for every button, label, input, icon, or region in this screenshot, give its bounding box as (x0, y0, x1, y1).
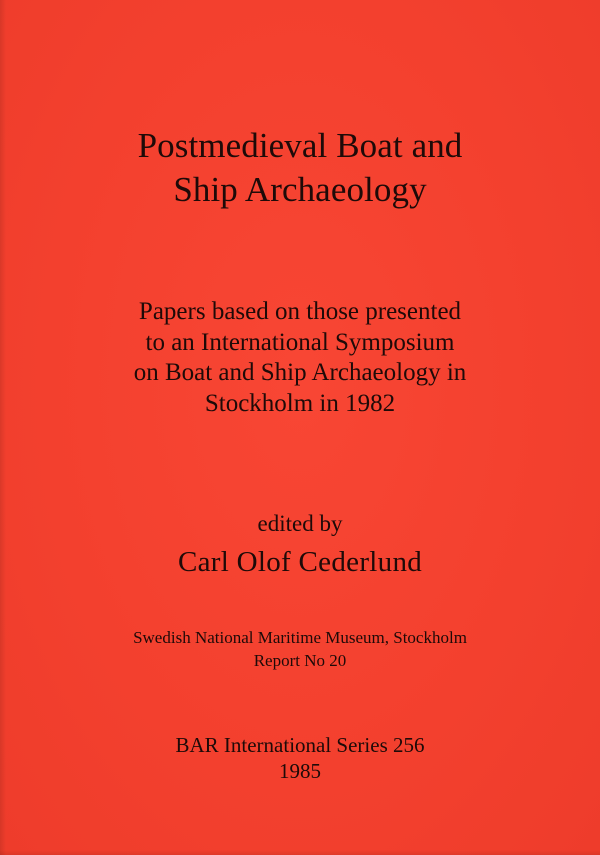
series-name: BAR International Series 256 (175, 733, 425, 757)
book-subtitle (0, 297, 600, 419)
edited-by-label (0, 510, 600, 538)
book-subtitle-line-3: on Boat and Ship Archaeology in (133, 359, 467, 386)
book-title (0, 124, 600, 212)
book-title-line-2: Ship Archaeology (173, 170, 427, 209)
editor-name (0, 545, 600, 579)
edited-by-text: edited by (257, 511, 343, 536)
publisher-info (0, 626, 600, 672)
series-info (0, 732, 600, 784)
book-subtitle-line-1: Papers based on those presented (138, 298, 462, 325)
publication-year: 1985 (279, 759, 321, 783)
book-title-line-1: Postmedieval Boat and (137, 126, 463, 165)
report-number: Report No 20 (253, 651, 347, 670)
cover-bottom-shadow (0, 850, 600, 855)
editor-name-text: Carl Olof Cederlund (177, 546, 423, 578)
book-subtitle-line-4: Stockholm in 1982 (204, 389, 396, 417)
book-subtitle-line-2: to an International Symposium (145, 328, 455, 356)
museum-name: Swedish National Maritime Museum, Stockholm (133, 628, 467, 647)
